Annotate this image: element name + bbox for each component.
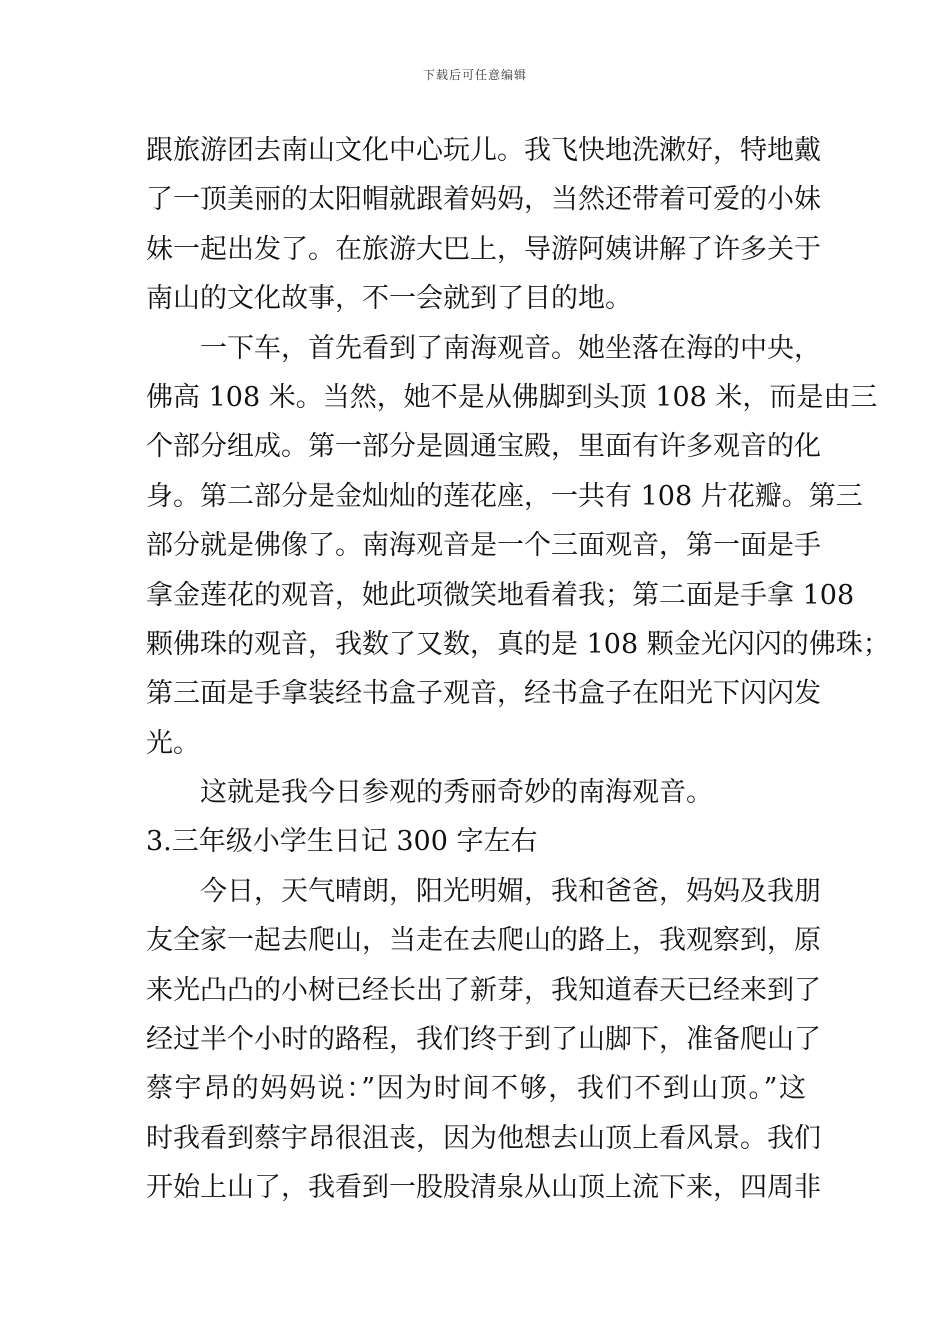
text-line: 南山的文化故事，不一会就到了目的地。 (146, 283, 632, 315)
paragraph-start-line: 这就是我今日参观的秀丽奇妙的南海观音。 (200, 777, 713, 809)
text-line: 个部分组成。第一部分是圆通宝殿，里面有许多观音的化 (146, 431, 821, 463)
text-line: 经过半个小时的路程，我们终于到了山脚下，准备爬山了 (146, 1024, 821, 1056)
paragraph-start-line: 今日，天气晴朗，阳光明媚，我和爸爸，妈妈及我朋 (200, 875, 821, 907)
text-line: 跟旅游团去南山文化中心玩儿。我飞快地洗漱好，特地戴 (146, 135, 821, 166)
text-line: 开始上山了，我看到一股股清泉从山顶上流下来，四周非 (146, 1172, 821, 1204)
text-line: 光。 (146, 727, 200, 759)
section-heading: 3.三年级小学生日记 300 字左右 (146, 826, 538, 858)
header-note: 下载后可任意编辑 (422, 68, 527, 82)
text-line: 时我看到蔡宇昂很沮丧，因为他想去山顶上看风景。我们 (146, 1122, 821, 1154)
text-line: 妹一起出发了。在旅游大巴上，导游阿姨讲解了许多关于 (146, 233, 821, 265)
document-body (146, 126, 890, 1213)
text-line: 了一顶美丽的太阳帽就跟着妈妈，当然还带着可爱的小妹 (146, 184, 821, 216)
text-line: 部分就是佛像了。南海观音是一个三面观音，第一面是手 (146, 530, 821, 562)
text-line: 来光凸凸的小树已经长出了新芽，我知道春天已经来到了 (146, 974, 821, 1006)
text-line: 第三面是手拿装经书盒子观音，经书盒子在阳光下闪闪发 (146, 678, 821, 710)
text-line: 友全家一起去爬山，当走在去爬山的路上，我观察到，原 (146, 925, 821, 957)
text-line: 身。第二部分是金灿灿的莲花座，一共有 108 片花瓣。第三 (146, 480, 863, 512)
text-line: 佛高 108 米。当然，她不是从佛脚到头顶 108 米，而是由三 (146, 381, 878, 413)
text-line: 颗佛珠的观音，我数了又数，真的是 108 颗金光闪闪的佛珠； (146, 628, 890, 660)
paragraph-start-line: 一下车，首先看到了南海观音。她坐落在海的中央， (200, 332, 821, 364)
text-line: 蔡宇昂的妈妈说：”因为时间不够，我们不到山顶。”这 (146, 1073, 806, 1105)
text-line: 拿金莲花的观音，她此项微笑地看着我；第二面是手拿 108 (146, 579, 855, 611)
